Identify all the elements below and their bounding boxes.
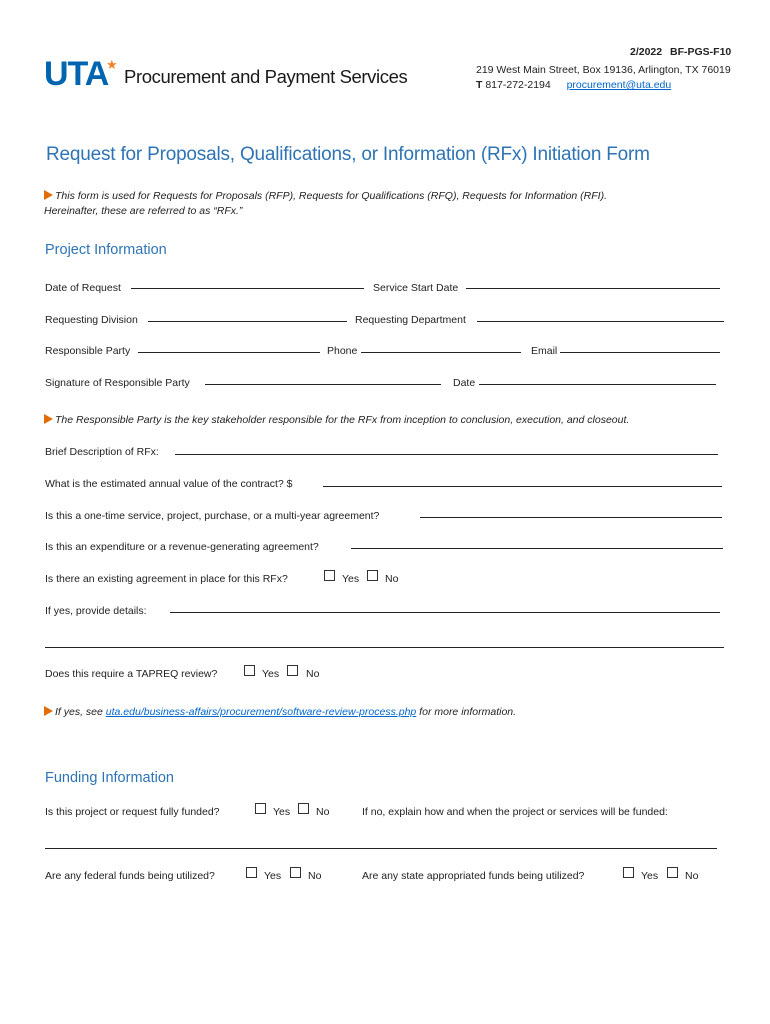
annual-value-label: What is the estimated annual value of the contract? $ (45, 478, 293, 490)
date-of-request-label: Date of Request (45, 282, 121, 294)
logo-wordmark: UTA (44, 55, 109, 93)
funding-information-heading: Funding Information (45, 770, 174, 786)
email-field[interactable] (560, 352, 720, 353)
phone-prefix: T (476, 79, 483, 91)
contact-line (476, 79, 671, 91)
federal-funds-no-label: No (308, 870, 322, 882)
tapreq-label: Does this require a TAPREQ review? (45, 668, 218, 680)
signature-field[interactable] (205, 384, 441, 385)
if-no-explain-label: If no, explain how and when the project or services will be funded: (362, 806, 668, 818)
tapreq-note (44, 706, 516, 718)
federal-funds-no-checkbox[interactable] (290, 867, 301, 878)
tapreq-note-prefix: If yes, see (55, 706, 106, 718)
requesting-department-label: Requesting Department (355, 314, 466, 326)
star-icon: ★ (106, 58, 118, 73)
existing-agreement-no-label: No (385, 573, 399, 585)
expenditure-field[interactable] (351, 548, 723, 549)
responsible-party-note (44, 414, 629, 426)
fully-funded-yes-label: Yes (273, 806, 291, 818)
project-information-heading: Project Information (45, 242, 167, 258)
state-funds-yes-checkbox[interactable] (623, 867, 634, 878)
fully-funded-yes-checkbox[interactable] (255, 803, 266, 814)
responsible-party-note-text: The Responsible Party is the key stakeholder responsible for the RFx from inception to conclusion, execution, and closeout. (55, 414, 630, 426)
fully-funded-no-label: No (316, 806, 330, 818)
federal-funds-label: Are any federal funds being utilized? (45, 870, 215, 882)
if-yes-details-label: If yes, provide details: (45, 605, 147, 617)
email-link[interactable]: procurement@uta.edu (566, 79, 672, 91)
signature-label: Signature of Responsible Party (45, 377, 190, 389)
state-funds-yes-label: Yes (641, 870, 659, 882)
tapreq-yes-label: Yes (262, 668, 280, 680)
state-funds-no-label: No (685, 870, 699, 882)
phone-label: Phone (327, 345, 358, 357)
expenditure-label: Is this an expenditure or a revenue-generating agreement? (45, 541, 319, 553)
requesting-department-field[interactable] (477, 321, 724, 322)
page-title: Request for Proposals, Qualifications, or Information (RFx) Initiation Form (46, 144, 650, 165)
intro-note-line2: Hereinafter, these are referred to as “RFx.” (44, 205, 243, 217)
if-yes-details-field-line2[interactable] (45, 647, 724, 648)
date-label: Date (453, 377, 476, 389)
phone-field[interactable] (361, 352, 521, 353)
date-of-request-field[interactable] (131, 288, 364, 289)
federal-funds-yes-label: Yes (264, 870, 282, 882)
intro-note-line1: This form is used for Requests for Proposals (RFP), Requests for Qualifications (RFQ), Requests for Information (RFI). (55, 190, 608, 202)
state-funds-label: Are any state appropriated funds being utilized? (362, 870, 585, 882)
responsible-party-label: Responsible Party (45, 345, 131, 357)
responsible-party-field[interactable] (138, 352, 320, 353)
if-yes-details-field[interactable] (170, 612, 720, 613)
state-funds-no-checkbox[interactable] (667, 867, 678, 878)
tapreq-no-label: No (306, 668, 320, 680)
brief-description-field[interactable] (175, 454, 718, 455)
federal-funds-yes-checkbox[interactable] (246, 867, 257, 878)
arrow-icon (44, 414, 53, 424)
tapreq-no-checkbox[interactable] (287, 665, 298, 676)
requesting-division-label: Requesting Division (45, 314, 138, 326)
intro-note (44, 190, 607, 202)
funding-explanation-field[interactable] (45, 848, 717, 849)
requesting-division-field[interactable] (148, 321, 347, 322)
existing-agreement-yes-checkbox[interactable] (324, 570, 335, 581)
address: 219 West Main Street, Box 19136, Arlington, TX 76019 (476, 64, 731, 76)
existing-agreement-yes-label: Yes (342, 573, 360, 585)
date-field[interactable] (479, 384, 716, 385)
arrow-icon (44, 190, 53, 200)
fully-funded-no-checkbox[interactable] (298, 803, 309, 814)
tapreq-note-suffix: for more information. (416, 706, 517, 718)
one-time-label: Is this a one-time service, project, purchase, or a multi-year agreement? (45, 510, 380, 522)
fully-funded-label: Is this project or request fully funded? (45, 806, 220, 818)
arrow-icon (44, 706, 53, 716)
software-review-link[interactable]: uta.edu/business-affairs/procurement/software-review-process.php (105, 706, 417, 718)
one-time-field[interactable] (420, 517, 722, 518)
service-start-date-field[interactable] (466, 288, 720, 289)
annual-value-field[interactable] (323, 486, 722, 487)
form-date: 2/2022 (630, 46, 663, 58)
email-label: Email (531, 345, 558, 357)
existing-agreement-label: Is there an existing agreement in place for this RFx? (45, 573, 288, 585)
tapreq-yes-checkbox[interactable] (244, 665, 255, 676)
department-name: Procurement and Payment Services (124, 66, 408, 87)
service-start-date-label: Service Start Date (373, 282, 459, 294)
phone-number: 817-272-2194 (485, 79, 551, 91)
existing-agreement-no-checkbox[interactable] (367, 570, 378, 581)
form-code: BF-PGS-F10 (670, 46, 732, 58)
brief-description-label: Brief Description of RFx: (45, 446, 159, 458)
